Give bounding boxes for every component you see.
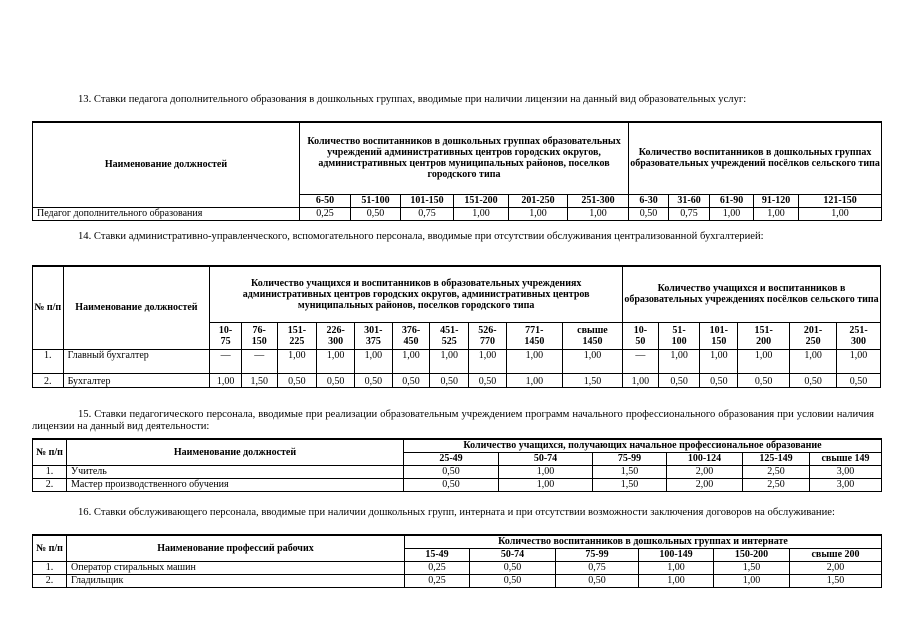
row-value: 0,50 — [277, 373, 317, 387]
range-part: 771- — [525, 324, 544, 336]
row-num: 1. — [33, 349, 64, 373]
t14-range-urban — [562, 322, 622, 349]
row-value: 0,50 — [658, 373, 700, 387]
row-value: 0,50 — [556, 574, 639, 587]
row-num: 1. — [33, 465, 67, 478]
t13-range-urban: 201-250 — [509, 194, 568, 207]
t15-header-name: Наименование должностей — [67, 439, 404, 465]
t14-header-name: Наименование должностей — [63, 266, 210, 349]
t14-range-rural — [700, 322, 738, 349]
range-part: 150 — [251, 335, 267, 347]
row-name: Бухгалтер — [63, 373, 210, 387]
row-value: 1,50 — [714, 561, 790, 574]
range-part: 100 — [671, 335, 687, 347]
row-value: 1,00 — [506, 349, 562, 373]
range-part: 451- — [440, 324, 459, 336]
t14-range-rural — [623, 322, 659, 349]
row-value: — — [210, 349, 242, 373]
table-row — [33, 207, 882, 220]
row-value: 0,50 — [317, 373, 355, 387]
t13-range-urban: 251-300 — [568, 194, 629, 207]
range-part: 50 — [635, 335, 646, 347]
range-part: 1450 — [524, 335, 545, 347]
table-row — [33, 465, 882, 478]
row-value: 3,00 — [810, 465, 882, 478]
table-13 — [32, 121, 882, 221]
range-part: 225 — [289, 335, 305, 347]
table-row — [33, 478, 882, 491]
range-part: свыше — [577, 324, 608, 336]
row-value: 0,50 — [837, 373, 881, 387]
table-row — [33, 561, 882, 574]
row-value: 0,25 — [405, 574, 470, 587]
t15-range: 100-124 — [667, 452, 743, 465]
t13-range-rural: 31-60 — [669, 194, 710, 207]
row-value: 2,50 — [743, 478, 810, 491]
row-value: 1,00 — [710, 207, 754, 220]
row-value: 1,50 — [241, 373, 277, 387]
row-value: 1,50 — [562, 373, 622, 387]
range-part: 150 — [711, 335, 727, 347]
t14-range-urban — [241, 322, 277, 349]
row-value: — — [623, 349, 659, 373]
row-value: 0,25 — [300, 207, 351, 220]
t14-range-urban — [354, 322, 392, 349]
row-value: 0,50 — [404, 478, 499, 491]
row-value: 0,50 — [404, 465, 499, 478]
t14-range-rural — [790, 322, 837, 349]
t16-range: 15-49 — [405, 548, 470, 561]
row-name: Оператор стиральных машин — [67, 561, 405, 574]
range-part: 770 — [479, 335, 495, 347]
range-part: 300 — [851, 335, 866, 347]
t14-range-urban — [392, 322, 430, 349]
range-part: 450 — [403, 335, 419, 347]
range-part: 375 — [365, 335, 381, 347]
row-value: 1,50 — [790, 574, 882, 587]
row-value: 1,00 — [738, 349, 790, 373]
row-value: 1,50 — [593, 465, 667, 478]
t14-range-urban — [430, 322, 469, 349]
t13-header-urban: Количество воспитанников в дошкольных группах образовательных учреждений административных центров городских округов, административных центров муниципальных районов, поселков городского типа — [300, 122, 629, 194]
t14-range-urban — [277, 322, 317, 349]
t14-header-rural: Количество учащихся и воспитанников в образовательных учреждениях посёлков сельского типа — [623, 266, 881, 322]
row-value: 1,00 — [469, 349, 507, 373]
t15-header-num: № п/п — [33, 439, 67, 465]
row-value: 0,50 — [351, 207, 401, 220]
row-value: 1,00 — [277, 349, 317, 373]
t14-range-rural — [658, 322, 700, 349]
range-part: 101- — [709, 324, 728, 336]
row-value: 1,00 — [658, 349, 700, 373]
table-15 — [32, 438, 882, 492]
row-value: 0,50 — [354, 373, 392, 387]
range-part: 376- — [401, 324, 421, 336]
t15-header-group: Количество учащихся, получающих начальное профессиональное образование — [404, 439, 882, 452]
t16-range: 75-99 — [556, 548, 639, 561]
row-value: 1,50 — [593, 478, 667, 491]
range-part: 1450 — [582, 335, 603, 347]
row-value: 0,75 — [556, 561, 639, 574]
row-value: 1,00 — [509, 207, 568, 220]
t13-range-urban: 151-200 — [454, 194, 509, 207]
row-value: 2,00 — [667, 465, 743, 478]
row-value: 1,00 — [506, 373, 562, 387]
row-value: — — [241, 349, 277, 373]
row-value: 0,50 — [469, 373, 507, 387]
row-value: 0,50 — [470, 574, 556, 587]
t13-range-rural: 91-120 — [754, 194, 799, 207]
row-name: Мастер производственного обучения — [67, 478, 404, 491]
range-part: 10- — [218, 324, 233, 336]
table-row — [33, 373, 881, 387]
row-num: 1. — [33, 561, 67, 574]
row-value: 1,00 — [499, 478, 593, 491]
t14-range-urban — [469, 322, 507, 349]
row-value: 1,00 — [430, 349, 469, 373]
range-part: 300 — [328, 335, 344, 347]
section-15-text: 15. Ставки педагогического персонала, вводимые при реализации образовательным учреждением программ начального профессионального образования при условии наличия лицензии на данный вид деятельности: — [32, 409, 874, 433]
range-part: 301- — [364, 324, 383, 336]
t13-header-name: Наименование должностей — [33, 122, 300, 207]
row-value: 0,50 — [700, 373, 738, 387]
t14-header-urban: Количество учащихся и воспитанников в образовательных учреждениях административных центров городских округов, административных центров муниципальных районов, поселков городского типа — [210, 266, 623, 322]
t15-range: 25-49 — [404, 452, 499, 465]
t14-header-num: № п/п — [33, 266, 64, 349]
range-part: 151- — [287, 324, 307, 336]
row-value: 0,50 — [470, 561, 556, 574]
row-value: 1,00 — [790, 349, 837, 373]
t16-range: свыше 200 — [790, 548, 882, 561]
row-value: 0,75 — [669, 207, 710, 220]
t13-range-rural: 6-30 — [629, 194, 669, 207]
range-part: 250 — [805, 335, 821, 347]
row-value: 2,00 — [790, 561, 882, 574]
table-row — [33, 574, 882, 587]
row-name: Педагог дополнительного образования — [33, 207, 300, 220]
row-value: 2,00 — [667, 478, 743, 491]
row-value: 0,50 — [790, 373, 837, 387]
t15-range: 50-74 — [499, 452, 593, 465]
section-14-text: 14. Ставки административно-управленческого, вспомогательного персонала, вводимые при отсутствии обслуживания централизованной бухгалтерией: — [78, 231, 764, 242]
row-value: 0,50 — [629, 207, 669, 220]
row-value: 0,50 — [392, 373, 430, 387]
section-13-text: 13. Ставки педагога дополнительного образования в дошкольных группах, вводимые при наличии лицензии на данный вид образовательных услуг: — [78, 94, 747, 105]
range-part: 51- — [672, 324, 686, 336]
t15-range: 75-99 — [593, 452, 667, 465]
row-value: 1,00 — [392, 349, 430, 373]
row-value: 0,50 — [738, 373, 790, 387]
row-value: 1,00 — [568, 207, 629, 220]
row-name: Гладильщик — [67, 574, 405, 587]
section-16-text: 16. Ставки обслуживающего персонала, вводимые при наличии дошкольных групп, интерната и при отсутствии возможности заключения договоров на обслуживание: — [78, 507, 835, 518]
row-value: 1,00 — [210, 373, 242, 387]
range-part: 526- — [478, 324, 497, 336]
row-value: 1,00 — [623, 373, 659, 387]
range-part: 151- — [754, 324, 773, 336]
row-num: 2. — [33, 478, 67, 491]
range-part: 75 — [220, 335, 231, 347]
t16-range: 150-200 — [714, 548, 790, 561]
row-value: 1,00 — [317, 349, 355, 373]
row-value: 1,00 — [714, 574, 790, 587]
t13-header-rural: Количество воспитанников в дошкольных группах образовательных учреждений посёлков сельского типа — [629, 122, 882, 194]
t14-range-urban — [317, 322, 355, 349]
row-value: 1,00 — [639, 561, 714, 574]
t14-range-rural — [738, 322, 790, 349]
row-value: 1,00 — [754, 207, 799, 220]
t13-range-urban: 51-100 — [351, 194, 401, 207]
row-value: 1,00 — [562, 349, 622, 373]
range-part: 226- — [326, 324, 345, 336]
t14-range-urban — [506, 322, 562, 349]
range-part: 10- — [633, 324, 648, 336]
table-14 — [32, 265, 881, 388]
row-value: 1,00 — [639, 574, 714, 587]
table-row — [33, 349, 881, 373]
range-part: 76- — [252, 324, 266, 336]
row-value: 2,50 — [743, 465, 810, 478]
table-16 — [32, 534, 882, 588]
t16-header-group: Количество воспитанников в дошкольных группах и интернате — [405, 535, 882, 548]
range-part: 251- — [849, 324, 868, 336]
row-value: 1,00 — [354, 349, 392, 373]
row-value: 0,75 — [401, 207, 454, 220]
t15-range: свыше 149 — [810, 452, 882, 465]
t14-range-rural — [837, 322, 881, 349]
row-num: 2. — [33, 574, 67, 587]
t16-range: 50-74 — [470, 548, 556, 561]
t13-range-rural: 61-90 — [710, 194, 754, 207]
range-part: 200 — [756, 335, 772, 347]
row-value: 0,25 — [405, 561, 470, 574]
row-value: 1,00 — [700, 349, 738, 373]
row-value: 1,00 — [499, 465, 593, 478]
t16-header-name: Наименование профессий рабочих — [67, 535, 405, 561]
row-value: 0,50 — [430, 373, 469, 387]
t14-range-urban — [210, 322, 242, 349]
row-value: 1,00 — [454, 207, 509, 220]
row-value: 1,00 — [799, 207, 882, 220]
t13-range-urban: 101-150 — [401, 194, 454, 207]
row-value: 3,00 — [810, 478, 882, 491]
row-name: Учитель — [67, 465, 404, 478]
t16-header-num: № п/п — [33, 535, 67, 561]
row-name: Главный бухгалтер — [63, 349, 210, 373]
row-num: 2. — [33, 373, 64, 387]
range-part: 525 — [441, 335, 457, 347]
t16-range: 100-149 — [639, 548, 714, 561]
t15-range: 125-149 — [743, 452, 810, 465]
row-value: 1,00 — [837, 349, 881, 373]
t13-range-rural: 121-150 — [799, 194, 882, 207]
t13-range-urban: 6-50 — [300, 194, 351, 207]
range-part: 201- — [803, 324, 823, 336]
